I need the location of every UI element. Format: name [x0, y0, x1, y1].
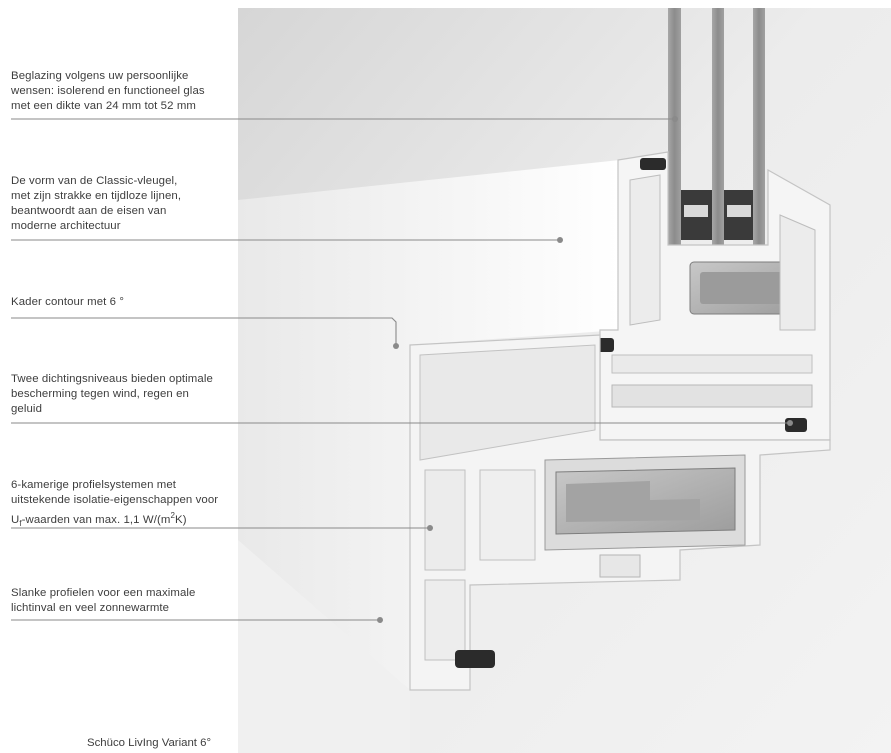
- uf-subscript: f: [19, 519, 22, 529]
- leader-dot-chambers: [427, 525, 433, 531]
- callout-glazing-line-3: met een dikte van 24 mm tot 52 mm: [11, 100, 196, 112]
- callout-glazing: [11, 69, 236, 114]
- callout-slim-profiles-line-1: Slanke profielen voor een maximale: [11, 587, 196, 599]
- callout-chambers: [11, 478, 236, 531]
- callout-chambers-line-1: 6-kamerige profielsystemen met: [11, 479, 177, 491]
- leader-dot-sash-shape: [557, 237, 563, 243]
- uf-prefix: U: [11, 513, 20, 526]
- callout-chambers-line-3: [11, 508, 236, 531]
- uf-suffix: K): [175, 513, 187, 526]
- callout-sash-shape-line-1: De vorm van de Classic-vleugel,: [11, 175, 178, 187]
- callout-sash-shape: [11, 174, 236, 234]
- leader-dot-sealing: [787, 420, 793, 426]
- callout-frame-contour: [11, 295, 236, 310]
- callout-sealing: [11, 372, 236, 417]
- callout-chambers-line-2: uitstekende isolatie-eigenschappen voor: [11, 494, 219, 506]
- callout-slim-profiles-line-2: lichtinval en veel zonnewarmte: [11, 602, 170, 614]
- callout-sash-shape-line-2: met zijn strakke en tijdloze lijnen,: [11, 190, 182, 202]
- leader-dot-glazing: [672, 116, 678, 122]
- uf-middle: -waarden van max. 1,1 W/(m: [21, 513, 171, 526]
- callout-sealing-line-1: Twee dichtingsniveaus bieden optimale: [11, 373, 213, 385]
- callout-sealing-line-3: geluid: [11, 403, 43, 415]
- leader-dot-slim-profiles: [377, 617, 383, 623]
- callout-sash-shape-line-3: beantwoordt aan de eisen van: [11, 205, 167, 217]
- callout-sash-shape-line-4: moderne architectuur: [11, 220, 121, 232]
- callout-glazing-line-2: wensen: isolerend en functioneel glas: [11, 85, 205, 97]
- callout-slim-profiles: [11, 586, 236, 616]
- uf-superscript: 2: [170, 511, 176, 520]
- callout-glazing-line-1: Beglazing volgens uw persoonlijke: [11, 70, 189, 82]
- callout-sealing-line-2: bescherming tegen wind, regen en: [11, 388, 189, 400]
- product-caption: Schüco LivIng Variant 6°: [87, 737, 212, 749]
- leader-dot-frame-contour: [393, 343, 399, 349]
- callout-frame-contour-line-1: Kader contour met 6 °: [11, 296, 125, 308]
